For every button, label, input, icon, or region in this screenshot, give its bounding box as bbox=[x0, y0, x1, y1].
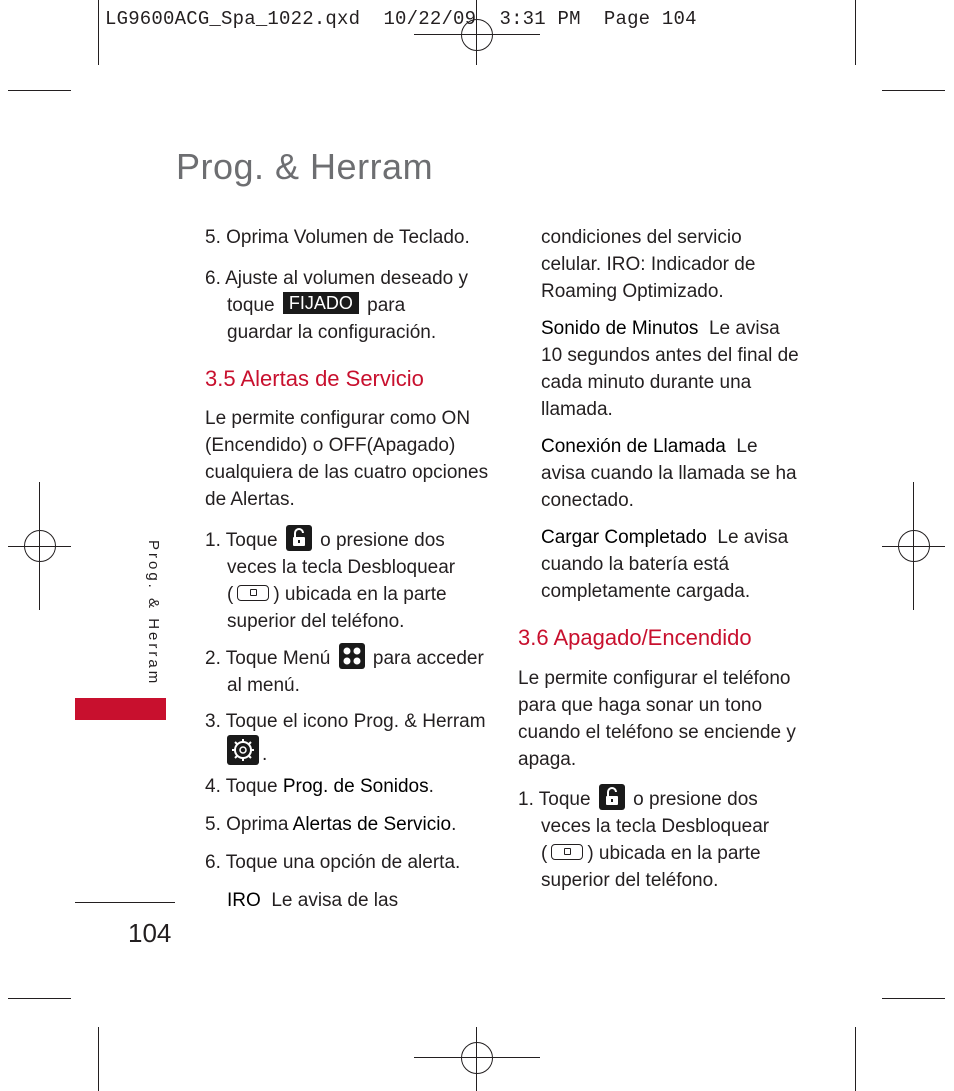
iro-item: IRO Le avisa de las bbox=[227, 890, 399, 911]
conexion-llamada-item: Conexión de Llamada Le avisa cuando la llamada se ha conectado. bbox=[541, 436, 797, 511]
section-tab-marker bbox=[75, 698, 166, 720]
left-step6-line1: 6. Ajuste al volumen deseado y bbox=[205, 268, 469, 289]
alertas-step4: 4. Toque Prog. de Sonidos. bbox=[205, 776, 434, 797]
crop-line bbox=[8, 90, 71, 91]
unlock-key-icon bbox=[551, 844, 583, 860]
unlock-key-icon bbox=[237, 585, 269, 601]
settings-gear-icon bbox=[227, 735, 259, 765]
cargar-completado-item: Cargar Completado Le avisa cuando la batería está completamente cargada. bbox=[541, 527, 789, 602]
registration-circle bbox=[461, 1042, 493, 1074]
menu-grid-icon bbox=[339, 643, 365, 669]
crop-line bbox=[98, 1027, 99, 1091]
alertas-step5: 5. Oprima Alertas de Servicio. bbox=[205, 814, 457, 835]
alertas-step2: 2. Toque Menú para acceder al menú. bbox=[205, 643, 484, 699]
crop-line bbox=[855, 0, 856, 65]
iro-continued: condiciones del servicio celular. IRO: Indicador de Roaming Optimizado. bbox=[541, 227, 756, 302]
page-title: Prog. & Herram bbox=[176, 146, 434, 187]
sonido-minutos-item: Sonido de Minutos Le avisa 10 segundos antes del final de cada minuto durante una llamada. bbox=[541, 318, 799, 420]
crop-line bbox=[98, 0, 99, 65]
alertas-step6: 6. Toque una opción de alerta. bbox=[205, 852, 461, 873]
crop-line bbox=[8, 998, 71, 999]
fijado-softkey: FIJADO bbox=[283, 292, 359, 314]
footer-rule bbox=[75, 902, 175, 903]
alertas-intro: Le permite configurar como ON (Encendido) o OFF(Apagado) cualquiera de las cuatro opciones de Alertas. bbox=[205, 408, 489, 510]
alertas-step3: 3. Toque el icono Prog. & Herram . bbox=[205, 711, 486, 765]
section-heading-apagado: 3.6 Apagado/Encendido bbox=[518, 625, 752, 650]
registration-circle bbox=[24, 530, 56, 562]
registration-circle bbox=[898, 530, 930, 562]
apagado-step1: 1. Toque o presione dos veces la tecla Desbloquear ( ) ubicada en la parte superior del teléfono. bbox=[518, 784, 769, 894]
left-step6-line3: guardar la configuración. bbox=[227, 322, 437, 343]
crop-line bbox=[882, 998, 945, 999]
section-heading-alertas: 3.5 Alertas de Servicio bbox=[205, 366, 424, 391]
left-step5: 5. Oprima Volumen de Teclado. bbox=[205, 227, 470, 248]
apagado-intro: Le permite configurar el teléfono para que haga sonar un tono cuando el teléfono se enciende y apaga. bbox=[518, 668, 796, 770]
crop-line bbox=[855, 1027, 856, 1091]
page-number: 104 bbox=[128, 918, 172, 948]
alertas-step1: 1. Toque o presione dos veces la tecla Desbloquear ( ) ubicada en la parte superior del teléfono. bbox=[205, 525, 455, 635]
left-step6-line2: toque FIJADO para bbox=[227, 293, 406, 316]
crop-line bbox=[882, 90, 945, 91]
file-slug: LG9600ACG_Spa_1022.qxd 10/22/09 3:31 PM Page 104 bbox=[105, 8, 697, 30]
lock-icon bbox=[286, 525, 312, 551]
side-section-label: Prog. & Herram bbox=[145, 540, 162, 687]
lock-icon bbox=[599, 784, 625, 810]
